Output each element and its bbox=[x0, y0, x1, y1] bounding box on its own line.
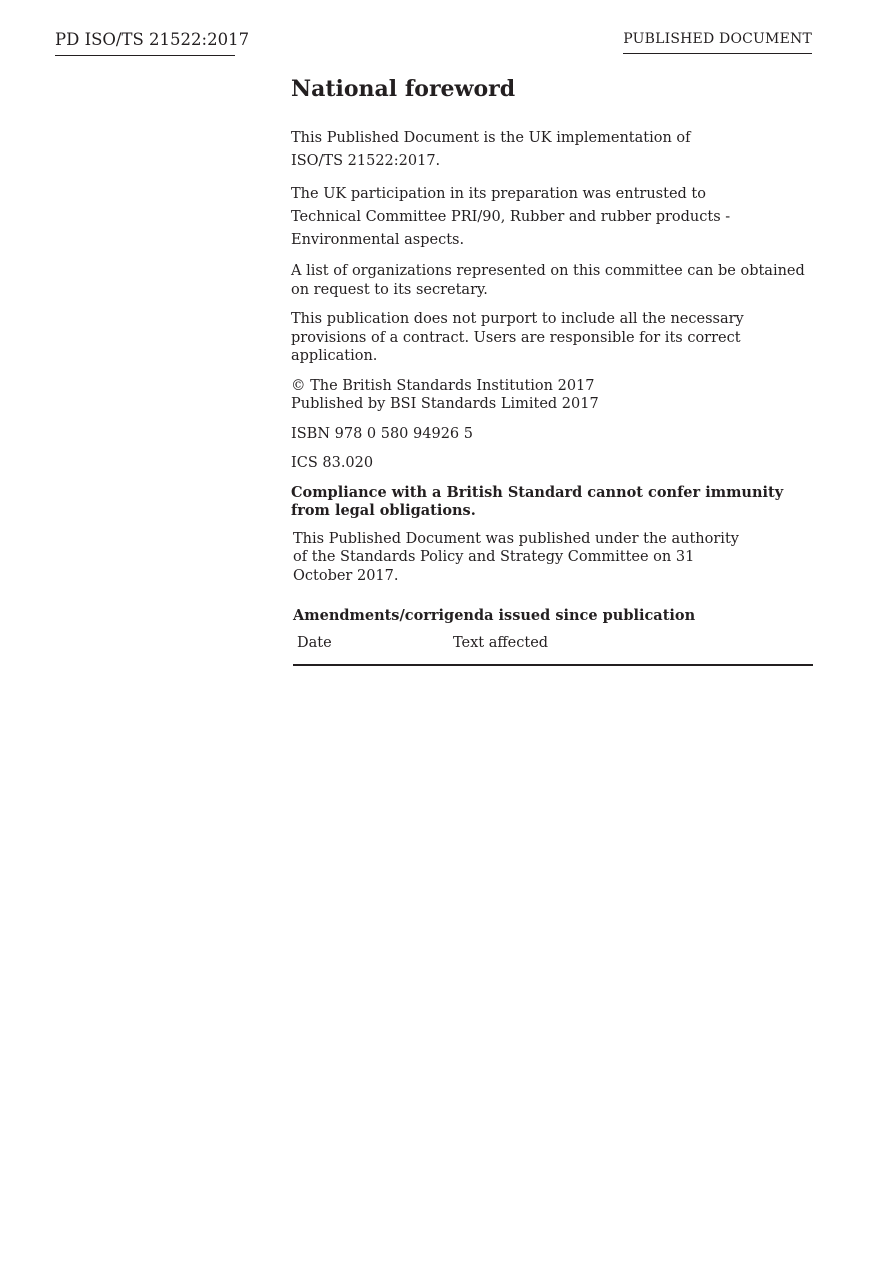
copyright-line: © The British Standards Institution 2017 bbox=[291, 377, 595, 394]
foreword-paragraph-implementation: This Published Document is the UK implementation of ISO/TS 21522:2017. bbox=[291, 130, 691, 169]
document-id: PD ISO/TS 21522:2017 bbox=[55, 29, 235, 56]
document-type-label: PUBLISHED DOCUMENT bbox=[623, 30, 812, 54]
foreword-paragraph-provisions: This publication does not purport to include all the necessary provisions of a contract. Users are responsible for its correct application. bbox=[291, 311, 744, 364]
isbn: ISBN 978 0 580 94926 5 bbox=[291, 425, 473, 442]
published-by-line: Published by BSI Standards Limited 2017 bbox=[291, 396, 599, 412]
copyright-block bbox=[291, 377, 814, 414]
national-foreword-section bbox=[291, 74, 814, 666]
column-header-date: Date bbox=[293, 631, 449, 665]
publication-authority: This Published Document was published under the authority of the Standards Policy and Strategy Committee on 31 October 2017. bbox=[293, 530, 739, 584]
amendments-title: Amendments/corrigenda issued since publication bbox=[293, 607, 696, 624]
compliance-statement: Compliance with a British Standard cannot confer immunity from legal obligations. bbox=[291, 483, 784, 519]
amendments-header-row bbox=[293, 631, 813, 665]
amendments-table bbox=[293, 631, 813, 666]
column-header-text-affected: Text affected bbox=[449, 631, 813, 665]
foreword-paragraph-organizations: A list of organizations represented on this committee can be obtained on request to its secretary. bbox=[291, 263, 805, 298]
foreword-paragraph-participation: The UK participation in its preparation was entrusted to Technical Committee PRI/90, Rubber and rubber products - Environmental aspects. bbox=[291, 186, 731, 248]
page-title: National foreword bbox=[291, 76, 516, 102]
ics-code: ICS 83.020 bbox=[291, 455, 374, 471]
